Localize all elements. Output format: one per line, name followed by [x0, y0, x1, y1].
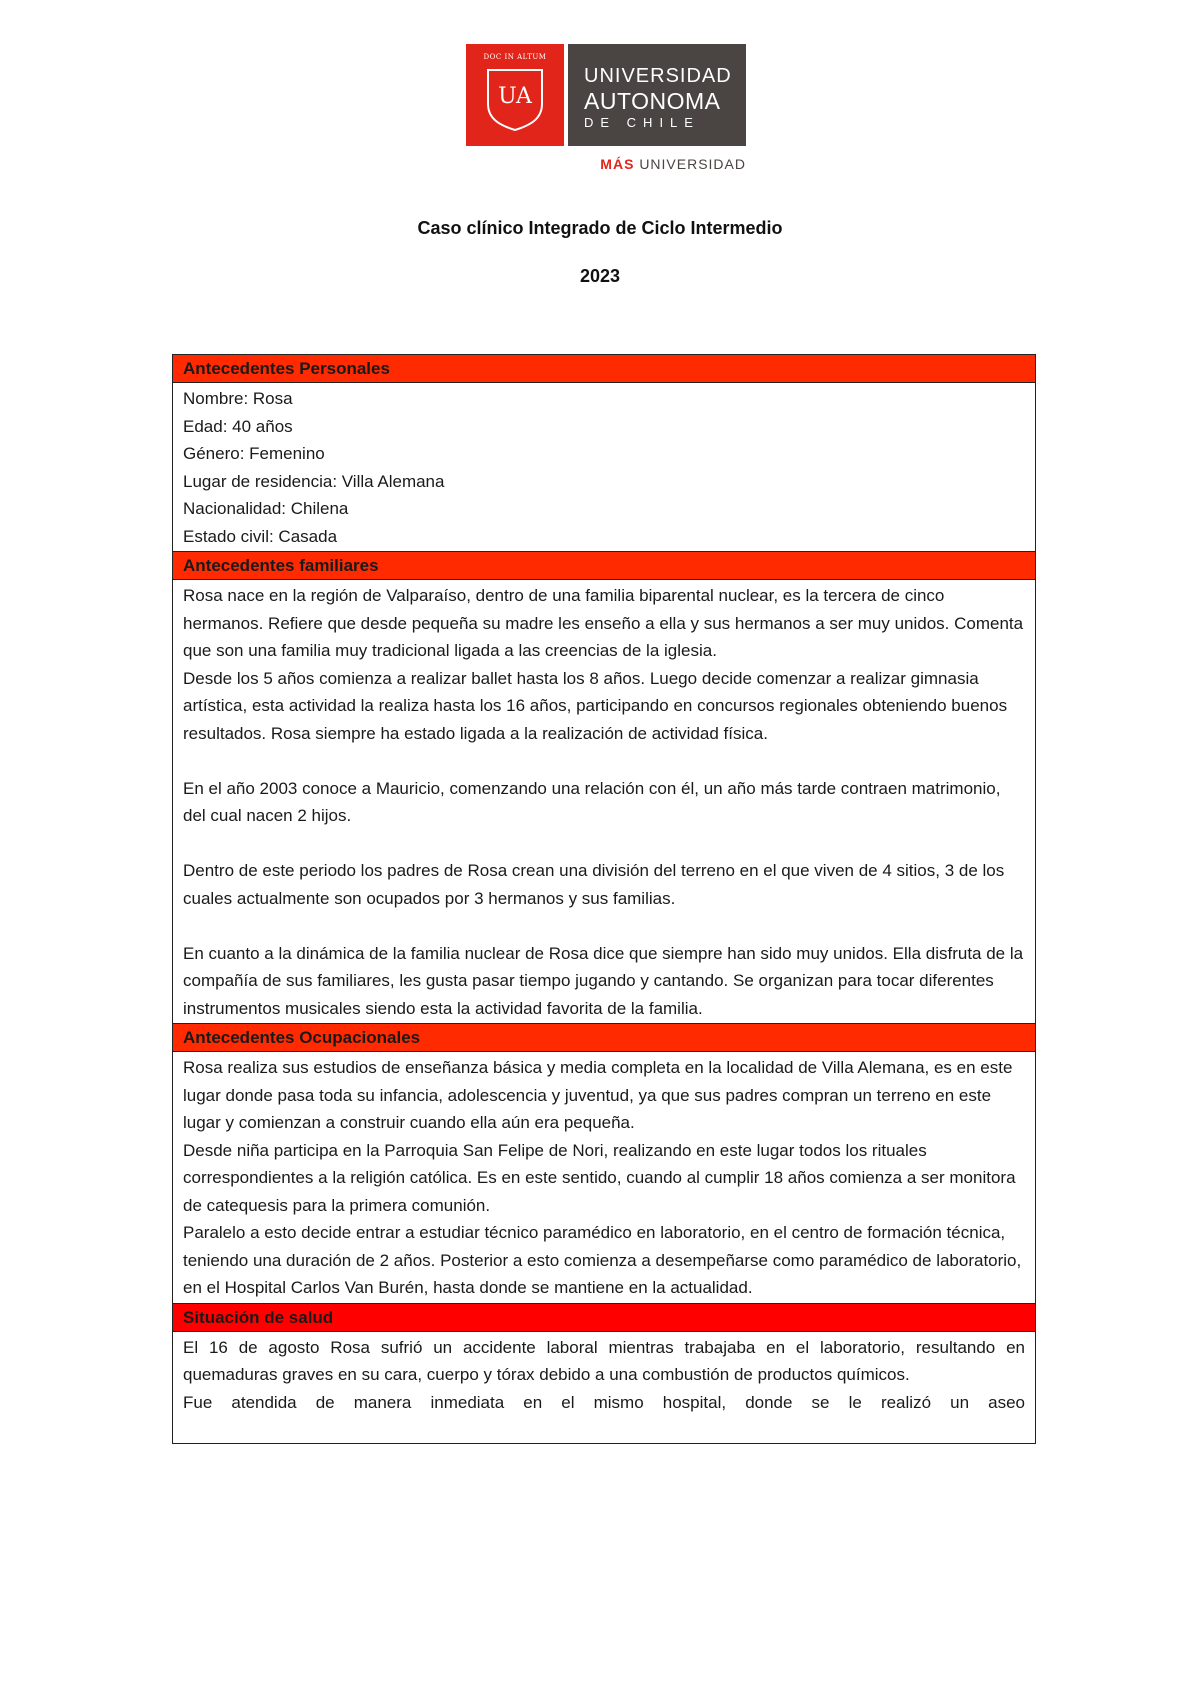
document-year: 2023: [579, 266, 621, 286]
logo-name-line1: UNIVERSIDAD: [584, 65, 732, 87]
section-body-salud: [173, 1332, 1035, 1443]
paragraph: Rosa nace en la región de Valparaíso, dentro de una familia biparental nuclear, es la tercera de cinco hermanos. Refiere que desde pequeña su madre les enseño a ella y sus hermanos a ser muy unidos. Comenta que son una familia muy tradicional ligada a las creencias de la iglesia.: [183, 586, 1024, 660]
case-table: [172, 354, 1036, 1444]
section-heading-familiares: Antecedentes familiares: [173, 552, 1035, 580]
field-line: Nombre: Rosa: [183, 389, 293, 408]
paragraph: Fue atendida de manera inmediata en el mismo hospital, donde se le realizó un aseo: [183, 1392, 1025, 1412]
field-line: Edad: 40 años: [183, 416, 293, 436]
logo-name-line3: DE CHILE: [584, 115, 700, 130]
logo-motto: DOC IN ALTUM: [483, 53, 547, 61]
paragraph: En cuanto a la dinámica de la familia nuclear de Rosa dice que siempre han sido muy unidos. Ella disfruta de la compañía de sus familiares, les gusta pasar tiempo jugando y cantando. Se organizan para tocar diferentes instrumentos musicales siendo esta la actividad favorita de la familia.: [183, 943, 1024, 1018]
section-body-familiares: [173, 580, 1035, 1024]
document-title: Caso clínico Integrado de Ciclo Intermedio: [417, 218, 783, 238]
field-line: Nacionalidad: Chilena: [183, 499, 349, 518]
paragraph: Rosa realiza sus estudios de enseñanza básica y media completa en la localidad de Villa Alemana, es en este lugar donde pasa toda su infancia, adolescencia y juventud, ya que sus padres compran un terreno en este lugar y comienzan a construir cuando ella aún era pequeña.: [183, 1058, 1013, 1132]
section-body-personales: [173, 383, 1035, 552]
section-body-ocupacionales: [173, 1052, 1035, 1304]
paragraph: En el año 2003 conoce a Mauricio, comenzando una relación con él, un año más tarde contraen matrimonio, del cual nacen 2 hijos.: [183, 778, 1001, 825]
logo-emblem: [466, 44, 564, 146]
paragraph: Desde los 5 años comienza a realizar ballet hasta los 8 años. Luego decide comenzar a realizar gimnasia artística, esta actividad la realiza hasta los 16 años, participando en concursos regionales obteniendo buenos resultados. Rosa siempre ha estado ligada a la realización de actividad física.: [183, 668, 1008, 743]
paragraph: Dentro de este periodo los padres de Rosa crean una división del terreno en el que viven de 4 sitios, 3 de los cuales actualmente son ocupados por 3 hermanos y sus familias.: [183, 861, 1005, 908]
logo-initials: UA: [498, 84, 532, 109]
section-heading-ocupacionales: Antecedentes Ocupacionales: [173, 1024, 1035, 1052]
tagline-rest: UNIVERSIDAD: [639, 156, 746, 172]
logo-tagline: [466, 156, 746, 172]
field-line: Lugar de residencia: Villa Alemana: [183, 471, 445, 491]
logo-wordmark: [568, 44, 746, 146]
paragraph: Paralelo a esto decide entrar a estudiar técnico paramédico en laboratorio, en el centro de formación técnica, teniendo una duración de 2 años. Posterior a esto comienza a desempeñarse como paramédico de laboratorio, en el Hospital Carlos Van Burén, hasta donde se mantiene en la actualidad.: [183, 1223, 1022, 1297]
university-logo: [466, 44, 746, 176]
field-line: Género: Femenino: [183, 444, 325, 463]
field-line: Estado civil: Casada: [183, 526, 338, 546]
tagline-accent: MÁS: [600, 156, 635, 172]
paragraph: Desde niña participa en la Parroquia San Felipe de Nori, realizando en este lugar todos los rituales correspondientes a la religión católica. Es en este sentido, cuando al cumplir 18 años comienza a ser monitora de catequesis para la primera comunión.: [183, 1140, 1016, 1215]
logo-name-line2: AUTONOMA: [584, 88, 721, 114]
section-heading-salud: Situación de salud: [173, 1304, 1035, 1332]
paragraph: El 16 de agosto Rosa sufrió un accidente laboral mientras trabajaba en el laboratorio, resultando en quemaduras graves en su cara, cuerpo y tórax debido a una combustión de productos químicos.: [183, 1337, 1025, 1384]
section-heading-personales: Antecedentes Personales: [173, 355, 1035, 383]
